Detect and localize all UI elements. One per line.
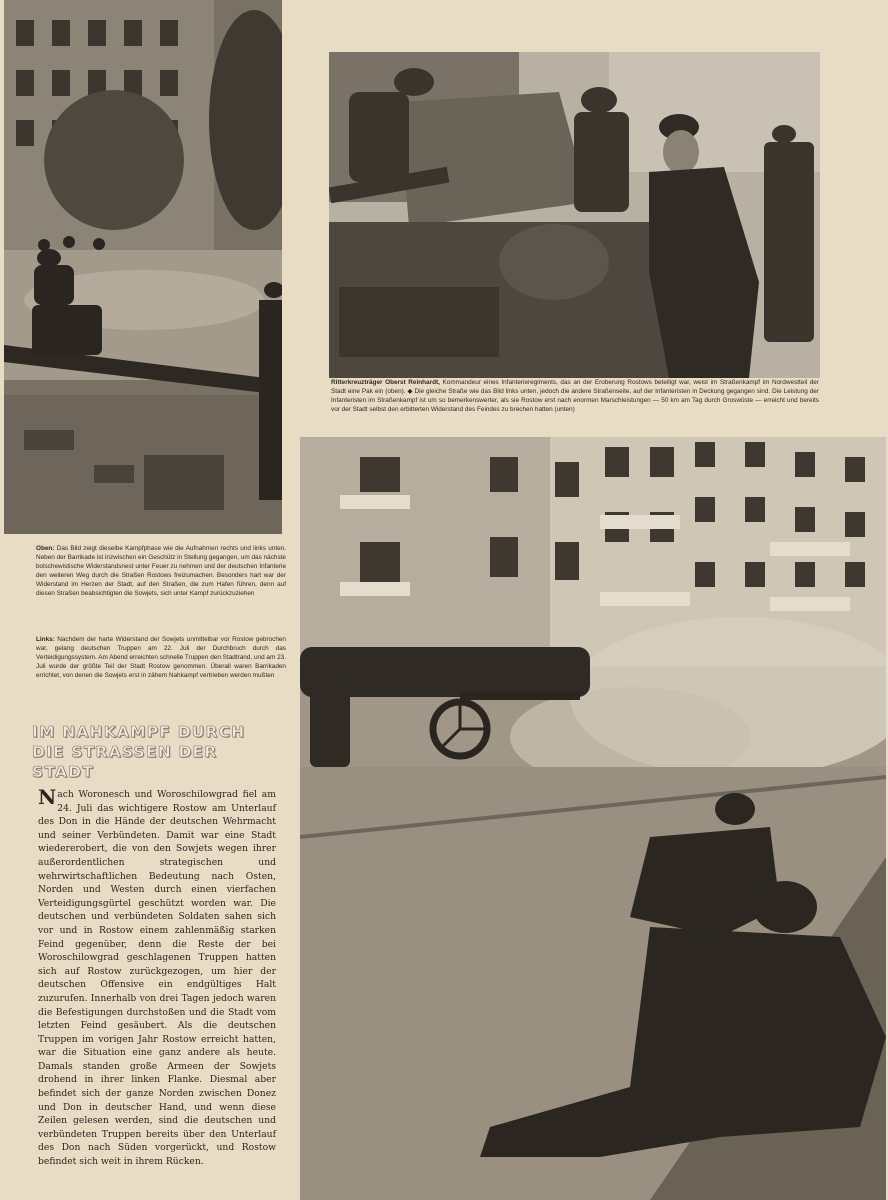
caption-oben-text: Das Bild zeigt dieselbe Kampfphase wie die Aufnahmen rechts und links unten. Neben der Barrikade ist inzwischen ein Geschütz in Stellung gegangen, um das nächste bolschewistische Widerstandsnest unter Feuer zu nehmen und der deutschen Infanterie den weiteren Weg durch die Straßen Rostows freizumachen. Besonders hart war der Widerstand im Herzen der Stadt, auf den Straßen, die zum Hafen führen, denn auf diesen Straßen beabsichtigten die Sowjets, sich unter Kampf zurückzuziehen: [36, 545, 286, 597]
headline-line-2: DIE STRASSEN DER STADT: [32, 743, 218, 781]
caption-top-right: [331, 379, 819, 415]
photo-officer-tank: [329, 52, 820, 378]
photo-street-gun: [300, 437, 886, 1200]
headline-line-1: IM NAHKAMPF DURCH: [32, 723, 246, 741]
article-dropcap: N: [38, 785, 57, 809]
caption-top-right-lead: Ritterkreuzträger Oberst Reinhardt,: [331, 379, 440, 386]
caption-links-text: Nachdem der harte Widerstand der Sowjets unmittelbar vor Rostow gebrochen war, gelang deutschen Truppen am 22. Juli der Durchbruch durch das Verteidigungssystem. Am Abend erreichten schnelle Truppen den Stadtrand, und am 23. Juli wurde der größte Teil der Stadt Rostow genommen. Überall waren Barrikaden errichtet, von denen die Sowjets erst in zähem Nahkampf vertrieben werden mußten: [36, 636, 286, 679]
photo-street-barricade: [4, 0, 282, 534]
caption-top-right-text: Kommandeur eines Infanterieregiments, das an der Eroberung Rostows beteiligt war, weist im Straßenkampf im Nordwestteil der Stadt eine Pak ein (oben). ◆ Die gleiche Straße wie das Bild links unten, jedoch die andere Straßenseite, auf der Infanteristen in Deckung gegangen sind. Die Leistung der Infanteristen im Straßenkampf ist um so bemerkenswerter, als sie Rostow erst nach enormen Marschleistungen — 50 km am Tag durch Groswüste — erreicht und bereits vor der Stadt selbst den erbitterten Widerstand des Feindes zu brechen hatten (unten): [331, 379, 819, 413]
article-body: [38, 785, 276, 1169]
caption-left-oben: [36, 545, 286, 598]
article-text: ach Woronesch und Woroschilowgrad fiel am 24. Juli das wichtigere Rostow am Unterlauf des Don in die Hände der deutschen Wehrmacht und seiner Verbündeten. Damit war eine Stadt wiedererobert, die von den Sowjets wegen ihrer außerordentlichen strategischen und wehrwirtschaftlichen Bedeutung nach Osten, Norden und Westen durch einen vierfachen Verteidigungsgürtel geschützt worden war. Die deutschen und verbündeten Soldaten sahen sich vor und in Rostow einem zahlenmäßig starken Feind gegenüber, denn die Reste der bei Woroschilowgrad geschlagenen Truppen hatten sich auf Rostow zurückgezogen, um hier der deutschen Offensive ein endgültiges Halt zuzurufen. Innerhalb von drei Tagen jedoch waren die Befestigungen durchstoßen und die Stadt vom letzten Feind gesäubert. Als die deutschen Truppen im vorigen Jahr Rostow erreicht hatten, war die Situation eine ganz andere als heute. Damals standen große Armeen der Sowjets drohend in ihrer linken Flanke. Diesmal aber befindet sich der ganze Norden zwischen Donez und Don in deutscher Hand, und wenn diese Zeilen gelesen werden, sind die deutschen und verbündeten Truppen bereits über den Unterlauf des Don nach Süden vorgerückt, und Rostow befindet sich weit in ihrem Rücken.: [38, 789, 276, 1168]
caption-oben-lead: Oben:: [36, 545, 55, 552]
caption-left-links: [36, 636, 286, 681]
article-headline: [32, 722, 282, 782]
caption-links-lead: Links:: [36, 636, 55, 643]
